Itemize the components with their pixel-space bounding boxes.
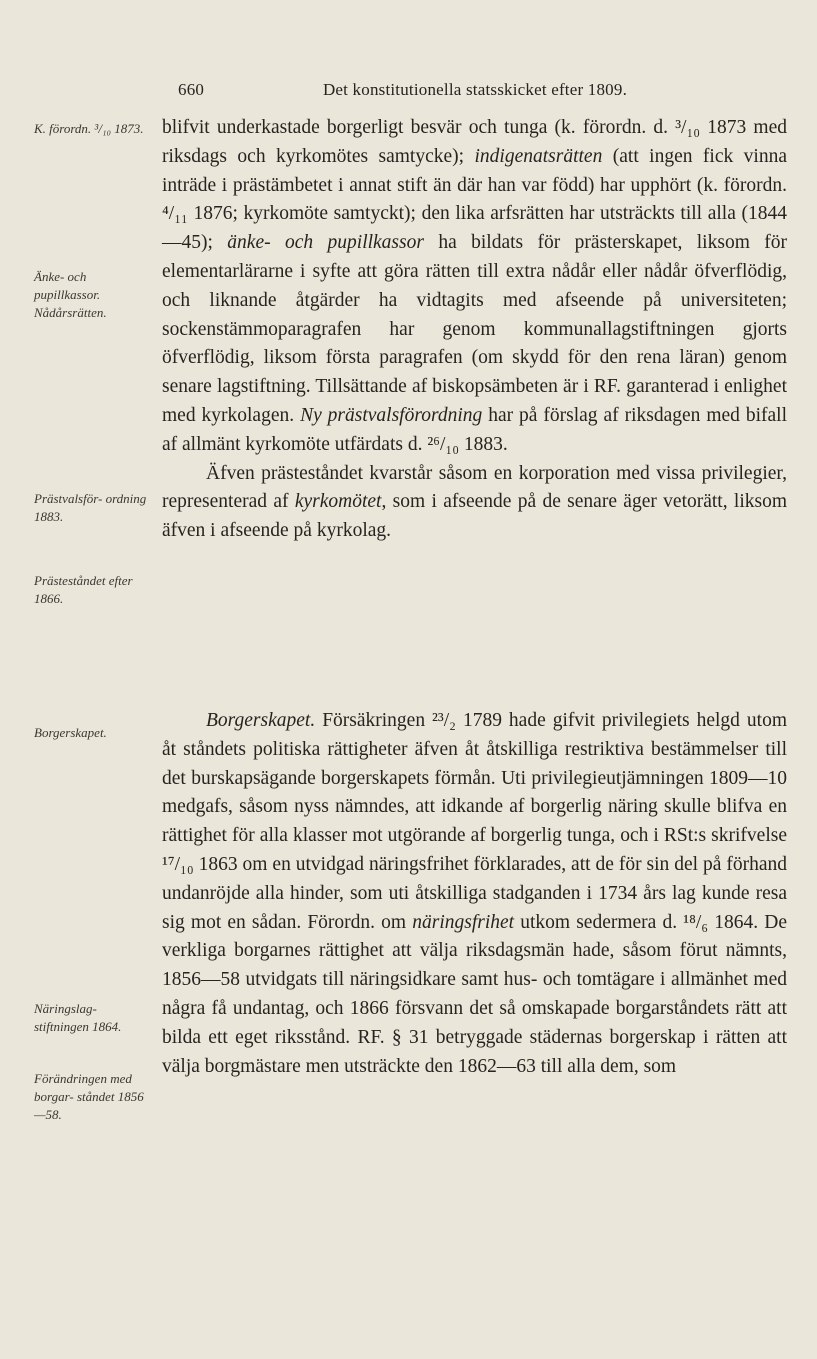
italic-term: kyrkomötet bbox=[294, 491, 382, 513]
italic-term: näringsfrihet bbox=[412, 911, 515, 933]
paragraph-block-1 bbox=[162, 114, 787, 546]
italic-term: änke- och pupillkassor bbox=[227, 232, 424, 254]
paragraph-borgerskapet: Borgerskapet. Försäkringen ²³/₂ 1789 hade gifvit privilegiets helgd utom åt ståndets politiska rättigheter äfven åt åtskilliga restriktiva bestämmelser till det burskapsägande borgerskapets förmån. Uti privilegieutjämningen 1809—10 medgafs, såsom nyss nämndes, att idkande af borgerlig näring skulle blifva en rättighet för alla klasser mot utgörande af borgerlig tunga, och i RSt:s skrifvelse ¹⁷/₁₀ 1863 om en utvidgad näringsfrihet förklarades, att de för sin del på förhand undanröjde alla hinder, som uti åtskilliga stadganden i 1734 års lag kunde resa sig mot en sådan. Förordn. om näringsfrihet utkom sedermera d. ¹⁸/₆ 1864. De verkliga borgarnes rättighet att välja riksdagsmän hade, såsom förut nämnts, 1856—58 utvidgats till näringsidkare samt hus- och tomtägare i allmänhet med några få undantag, och 1866 försvann det så omskapade borgarståndets rätt att bilda ett eget riksstånd. RF. § 31 betryggade städernas borgerskap i rätten att välja borgmästare men utsträckte den 1862—63 till alla dem, som bbox=[162, 710, 787, 1077]
paragraph-block-2 bbox=[162, 707, 787, 1081]
paragraph-prastestandet: Äfven prästeståndet kvarstår såsom en korporation med vissa privilegier, representerad af kyrkomötet, som i afseende på de senare äger vetorätt, liksom äfven i afseende på kyrkolag. bbox=[162, 462, 788, 542]
running-header bbox=[160, 80, 790, 100]
running-title: Det konstitutionella statsskicket efter 1809. bbox=[322, 80, 628, 99]
margin-note-forordn-1873: K. förordn. ³/₁₀ 1873. bbox=[34, 121, 144, 136]
margin-note-naringslagstiftningen: Näringslag- stiftningen 1864. bbox=[34, 1001, 122, 1034]
section-heading: Borgerskapet. bbox=[206, 710, 316, 731]
margin-note-prastvalsforordning: Prästvalsför- ordning 1883. bbox=[34, 491, 147, 524]
italic-term: indigenatsrätten bbox=[474, 145, 603, 167]
margin-note-ankekassor: Änke- och pupillkassor. Nådårsrätten. bbox=[34, 269, 107, 320]
margin-note-prastestandet: Prästeståndet efter 1866. bbox=[34, 573, 133, 606]
margin-note-borgerskapet: Borgerskapet. bbox=[34, 725, 107, 740]
page-number: 660 bbox=[178, 80, 205, 99]
italic-term: Ny prästvalsförordning bbox=[300, 404, 483, 426]
margin-note-forandringen: Förändringen med borgar- ståndet 1856—58. bbox=[34, 1071, 144, 1122]
paragraph-privileges: blifvit underkastade borgerligt besvär och tunga (k. förordn. d. ³/₁₀ 1873 med riksdags och kyrkomötes samtycke); indigenatsrätten (att ingen fick vinna inträde i prästämbetet i annat stift än där han var född) har upphört (k. förordn. ⁴/₁₁ 1876; kyrkomöte samtyckt); den lika arfsrätten har utsträckts till alla (1844—45); änke- och pupillkassor ha bildats för prästerskapet, liksom för elementarlärarne i syfte att göra rätten till extra nådår eller nådår öfverflödig, och liknande åtgärder ha vidtagits med afseende på universiteten; sockenstämmoparagrafen har genom kommunallagstiftningen gjorts öfverflödig, liksom första paragrafen (om skydd för den rena läran) genom senare lagstiftning. Tillsättande af biskopsämbeten är i RF. garanterad i enlighet med kyrkolagen. Ny prästvalsförordning har på förslag af riksdagen med bifall af allmänt kyrkomöte utfärdats d. ²⁶/₁₀ 1883. bbox=[162, 117, 788, 455]
